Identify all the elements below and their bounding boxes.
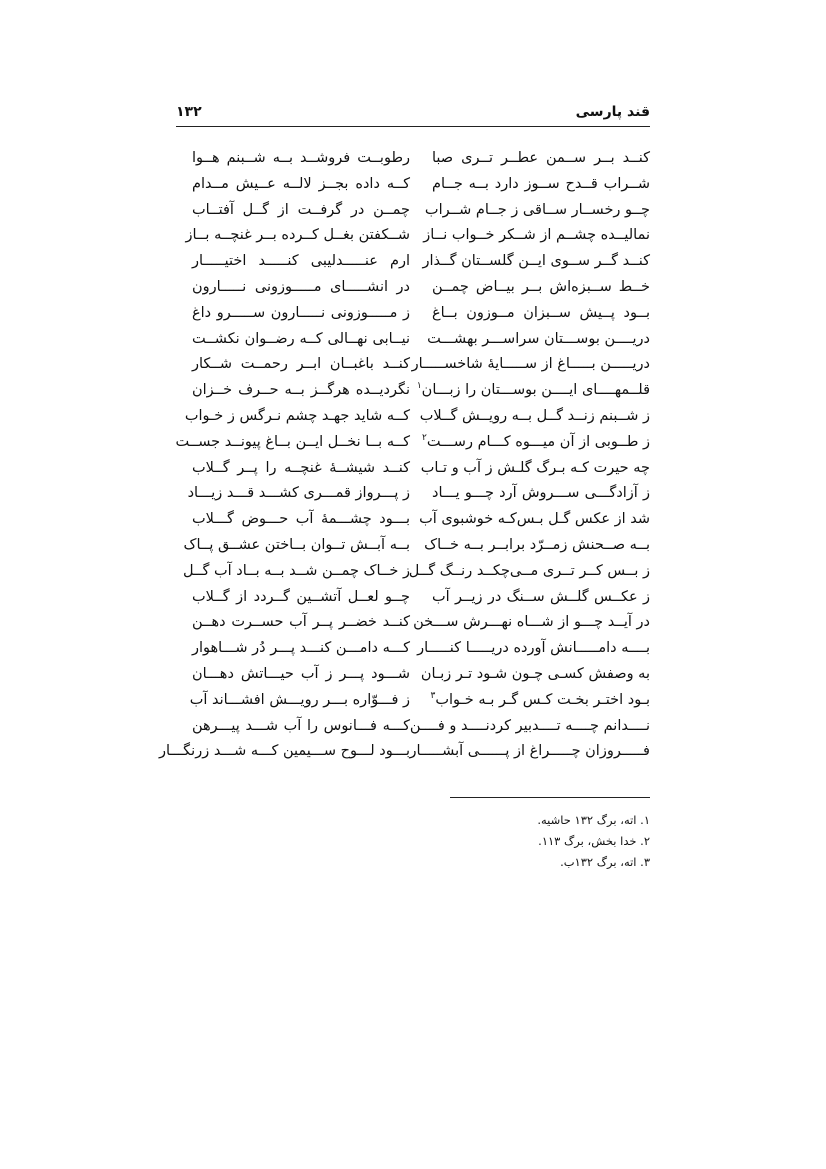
hemistich-second: چمــن در گرفــت از گــل آفتــاب	[192, 201, 410, 218]
hemistich-second: شــکفتن بغــل کــرده بــر غنچــه بــاز	[185, 227, 410, 244]
book-title: قند پارسی	[575, 104, 650, 120]
hemistich-first	[424, 198, 650, 224]
hemistich-first	[409, 739, 650, 765]
hemistich-text: خــط ســبزه‌اش بــر بیــاض چمــن	[432, 278, 650, 295]
hemistich-first	[423, 223, 650, 249]
hemistich-second: در انشـــــای مـــــوزونی نـــــارون	[192, 278, 410, 295]
footnote-separator	[450, 797, 650, 798]
hemistich-second: کنــد شیشــهٔ غنچــه را پــر گــلاب	[192, 459, 410, 476]
hemistich-text: بــــه دامـــــانش آورده دریـــــا کنـــــار	[417, 640, 650, 657]
hemistich-second: شـــود پـــر ز آب حیـــاتش دهـــان	[192, 665, 410, 682]
poem-column-left	[159, 146, 410, 765]
hemistich-second: کــه شاید جهـد چشم نـرگس ز خـواب	[184, 407, 410, 424]
hemistich-first	[422, 249, 650, 275]
hemistich-text: چــو رخســار ســاقی ز جــام شــراب	[424, 201, 650, 218]
hemistich-text: کنــد بــر ســمن عطــر تــری صبا	[432, 150, 650, 166]
hemistich-text: قلــمهــــای ایــــن بوســـتان را زبـــان	[421, 382, 650, 399]
hemistich-text: فـــــروزان چـــــراغ از پــــــی آبشـــــار	[409, 743, 650, 760]
hemistich-second: کــه بــا نخــل ایــن بــاغ پیونــد جســت	[175, 433, 410, 450]
hemistich-first	[416, 378, 650, 404]
hemistich-text: دریــــن بوســـتان سراســـر بهشـــت	[427, 330, 650, 347]
hemistich-second: کنــد باغبــان ابــر رحمــت شــکار	[192, 356, 410, 373]
hemistich-first	[420, 456, 650, 482]
hemistich-text: بــود پــیش ســبزان مــوزون بــاغ	[432, 304, 650, 321]
hemistich-second: کنــد خضــر پــر آب حســرت دهــن	[192, 614, 410, 631]
hemistich-second: رطوبــت فروشــد بــه شــبنم هــوا	[192, 150, 410, 166]
hemistich-text: بــه صــحنش زمــرّد برابــر بــه خــاک	[424, 536, 650, 553]
poem-body	[159, 146, 650, 776]
hemistich-first	[432, 481, 650, 507]
hemistich-text: ز آزادگـــی ســـروش آرد چـــو یـــاد	[432, 485, 650, 502]
hemistich-first	[432, 172, 650, 198]
footnote-item: ۱. اته، برگ ۱۳۲ حاشیه.	[537, 813, 650, 827]
hemistich-first	[419, 507, 650, 533]
poem-column-right	[408, 146, 650, 765]
footnote-item: ۳. اته، برگ ۱۳۲ب.	[560, 855, 650, 869]
hemistich-first	[432, 146, 650, 172]
hemistich-second: چــو لعــل آتشــین گــردد از گــلاب	[192, 588, 410, 605]
hemistich-first	[432, 585, 650, 611]
footnotes	[350, 810, 650, 873]
footnote-marker: ۳	[430, 690, 436, 701]
hemistich-first	[420, 662, 650, 688]
hemistich-text: ز شــبنم زنــد گــل بــه رویــش گــلاب	[419, 407, 650, 424]
hemistich-text: بـود اختـر بخـت کـس گـر بـه خـواب	[435, 691, 650, 708]
hemistich-text: به وصفش کسـی چـون شـود تـر زبـان	[420, 665, 650, 682]
hemistich-text: نــــدانم چــــه تــــدبیر کردنــــد و فــــن	[409, 717, 650, 734]
hemistich-second: نگردیــده هرگــز بــه حــرف خــزان	[192, 382, 410, 399]
hemistich-first	[408, 559, 650, 585]
hemistich-second: نیــابی نهــالی کــه رضــوان نکشــت	[192, 330, 410, 347]
hemistich-second: ز مـــــوزونی نـــــارون ســـــرو داغ	[192, 304, 410, 321]
hemistich-second: بـــود لـــوح ســـیمین کـــه شـــد زرنگـــار	[159, 743, 410, 760]
hemistich-text: ز عکــس گلــش ســنگ در زیــر آب	[432, 588, 650, 605]
hemistich-second: ز پـــرواز قمـــری کشـــد قـــد زیـــاد	[187, 485, 410, 502]
hemistich-text: شد از عکس گـل بـس‌کـه خوشبوی آب	[419, 511, 650, 528]
hemistich-text: در آیــد چـــو از شـــاه نهـــرش ســـخن	[413, 614, 650, 631]
hemistich-text: دریـــــن بـــــاغ از ســـــایهٔ شاخســـــار	[411, 356, 650, 373]
running-header	[176, 100, 650, 127]
hemistich-second: کـــه فـــانوس را آب شـــد پیـــرهن	[192, 717, 410, 734]
hemistich-second: ارم عنـــــدلیبی کنـــــد اختیـــــار	[192, 253, 410, 270]
hemistich-first	[432, 688, 650, 714]
hemistich-text: شــراب قــدح ســوز دارد بــه جــام	[432, 175, 650, 192]
hemistich-first	[432, 301, 650, 327]
hemistich-text: ز بــس کــر تــری مــی‌چکــد رنــگ گــل	[408, 562, 650, 579]
hemistich-first	[411, 352, 650, 378]
hemistich-first	[417, 636, 650, 662]
hemistich-first	[421, 430, 650, 456]
footnote-item: ۲. خدا بخش، برگ ۱۱۳.	[538, 834, 650, 848]
hemistich-second: بــه آبــش تــوان بــاختن عشــق پــاک	[183, 536, 410, 553]
hemistich-first	[424, 533, 650, 559]
hemistich-second: ز فـــوّاره بـــر رویـــش افشـــاند آب	[189, 691, 410, 708]
footnote-marker: ۲	[421, 432, 427, 443]
hemistich-first	[427, 327, 650, 353]
hemistich-text: ز طــوبی از آن میـــوه کـــام رســـت	[426, 433, 650, 450]
hemistich-first	[413, 610, 650, 636]
footnote-marker: ۱	[416, 381, 422, 392]
hemistich-first	[409, 714, 650, 740]
hemistich-text: نمالیــده چشــم از شــکر خــواب نــاز	[423, 227, 650, 244]
hemistich-first	[419, 404, 650, 430]
hemistich-second: ز خــاک چمــن شــد بــه بــاد آب گــل	[182, 562, 410, 579]
hemistich-second: کــه داده بجــز لالــه عــیش مــدام	[192, 175, 410, 192]
hemistich-text: چه حیرت کـه بـرگ گلـش ز آب و تـاب	[420, 459, 650, 476]
hemistich-text: کنــد گــر ســوی ایــن گلســتان گــذار	[422, 253, 650, 270]
hemistich-first	[432, 275, 650, 301]
hemistich-second: بـــود چشـــمهٔ آب حـــوض گـــلاب	[192, 511, 410, 528]
page-number: ۱۳۲	[176, 104, 202, 120]
hemistich-second: کـــه دامـــن کنـــد پـــر دُر شـــاهوار	[192, 640, 410, 657]
